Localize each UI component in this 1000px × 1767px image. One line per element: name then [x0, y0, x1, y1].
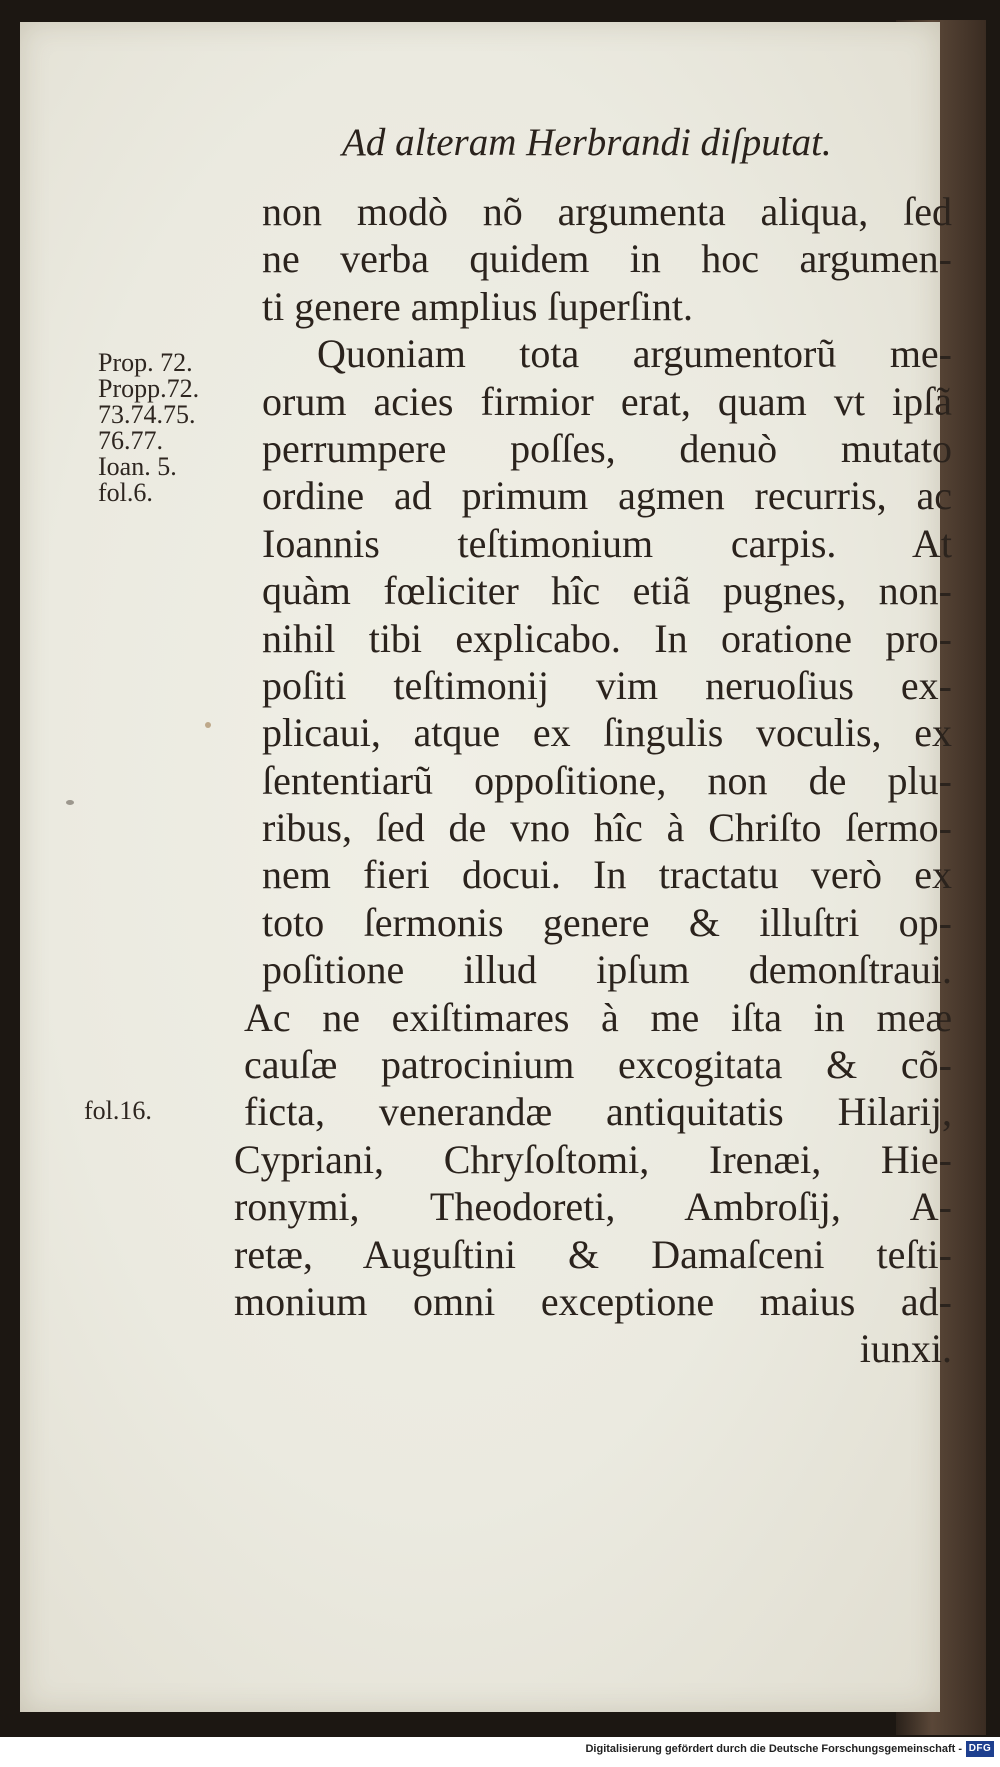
margin-note-fol16: fol.16.	[84, 1096, 152, 1125]
text-line: monium omni exceptione maius ad-	[234, 1278, 952, 1324]
text-line: ribus, ſed de vno hîc à Chriſto ſermo-	[262, 805, 952, 851]
text-line: poſiti teſtimonij vim neruoſius ex-	[262, 662, 952, 708]
text-line: Ioannis teſtimonium carpis. At	[262, 520, 952, 566]
text-line: orum acies firmior erat, quam vt ipſã	[262, 378, 952, 424]
text-line: nihil tibi explicabo. In oratione pro-	[262, 615, 952, 661]
margin-note: 76.77.	[98, 426, 163, 455]
text-line: ordine ad primum agmen recurris, ac	[262, 473, 952, 519]
text-line: toto ſermonis genere & illuſtri op-	[262, 899, 952, 945]
text-line: poſitione illud ipſum demonſtraui.	[262, 947, 952, 993]
text-line: cauſæ patrocinium excogitata & cõ-	[244, 1042, 952, 1088]
margin-note: Prop. 72.	[98, 348, 193, 377]
text-line: nem fieri docui. In tractatu verò ex	[262, 852, 952, 898]
digitization-credit: Digitalisierung gefördert durch die Deutsche Forschungsgemeinschaft -	[585, 1743, 962, 1755]
running-title: Ad alteram Herbrandi diſputat.	[342, 121, 832, 164]
text-line: ſententiarũ oppoſitione, non de plu-	[262, 757, 952, 803]
text-line: retæ, Auguſtini & Damaſceni teſti-	[234, 1231, 952, 1277]
text-line: ficta, venerandæ antiquitatis Hilarij,	[244, 1089, 952, 1135]
body-text	[234, 188, 952, 1373]
dfg-logo: DFG	[966, 1741, 994, 1757]
margin-note: Propp.72.	[98, 374, 200, 403]
text-line: Cypriani, Chryſoſtomi, Irenæi, Hie-	[234, 1136, 952, 1182]
text-line: quàm fœliciter hîc etiã pugnes, non-	[262, 568, 952, 614]
ink-spot	[66, 800, 74, 805]
text-line: perrumpere poſſes, denuò mutato	[262, 425, 952, 471]
text-line: plicaui, atque ex ſingulis voculis, ex	[262, 710, 952, 756]
margin-note: fol.6.	[98, 478, 153, 507]
text-line: iunxi.	[859, 1326, 952, 1372]
margin-note: Ioan. 5.	[98, 452, 177, 481]
text-line: non modò nõ argumenta aliqua, ſed	[262, 189, 952, 234]
ink-spot	[205, 722, 211, 728]
text-line: ti genere amplius ſuperſint.	[262, 283, 693, 329]
text-line: Quoniam tota argumentorũ me-	[317, 331, 952, 377]
text-line: ne verba quidem in hoc argumen-	[262, 236, 952, 282]
text-line: Ac ne exiſtimares à me iſta in meæ	[244, 994, 952, 1040]
margin-notes	[98, 350, 199, 506]
text-line: ronymi, Theodoreti, Ambroſij, A-	[234, 1184, 952, 1230]
margin-note: 73.74.75.	[98, 400, 196, 429]
